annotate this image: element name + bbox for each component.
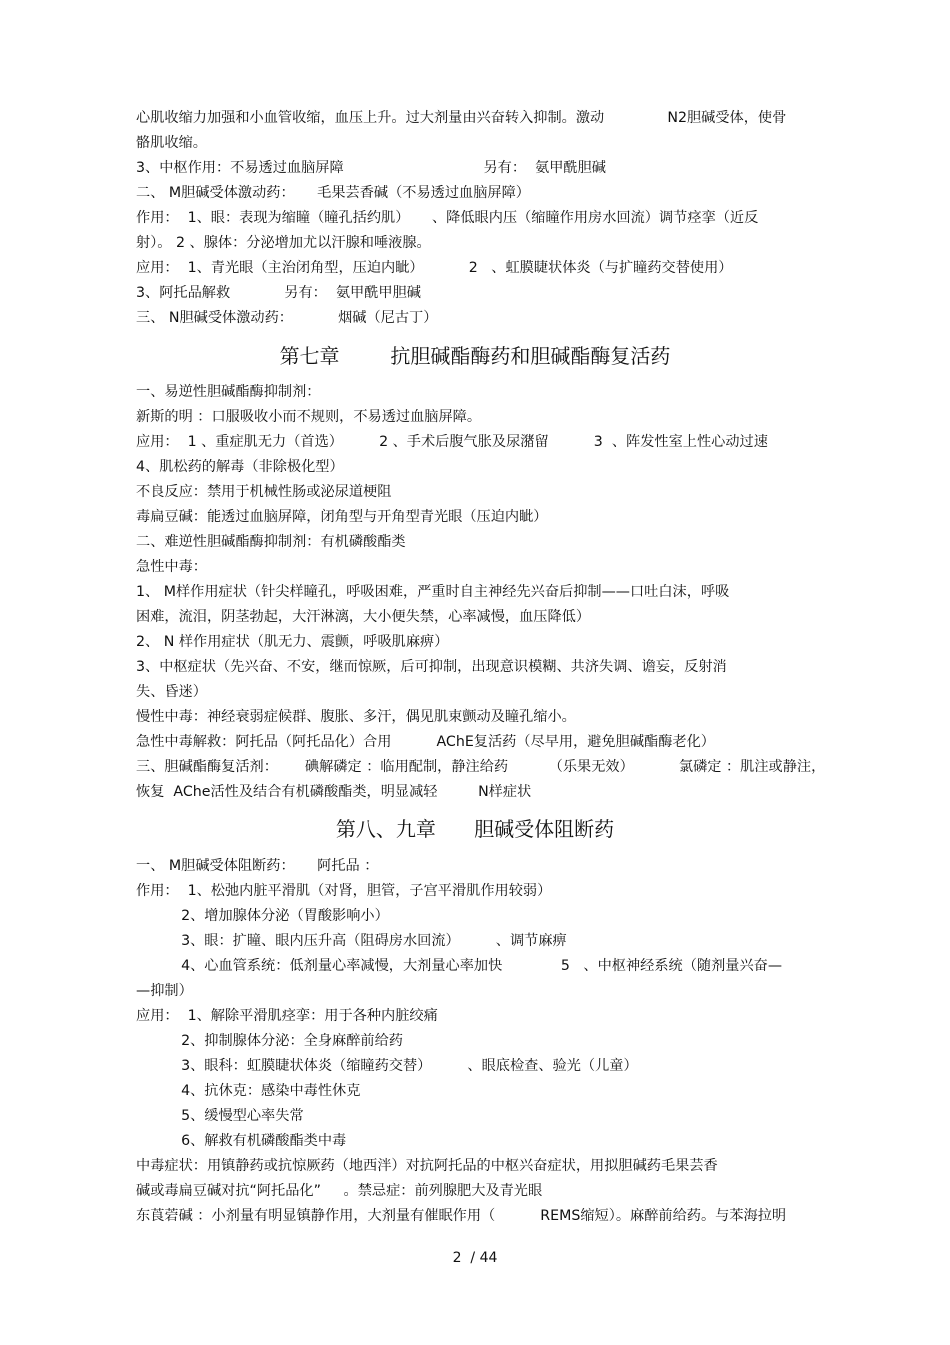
text-line: —抑制）	[136, 983, 193, 999]
text-line: 3、眼科：虹膜睫状体炎（缩瞳药交替） 、眼底检查、验光（儿童）	[136, 1058, 638, 1074]
text-line: 1、 M样作用症状（针尖样瞳孔，呼吸困难，严重时自主神经先兴奋后抑制——口吐白沫，呼吸	[136, 584, 730, 600]
chapter-7-heading: 第七章 抗胆碱酯酶药和胆碱酯酶复活药	[279, 344, 671, 368]
text-line: 急性中毒：	[136, 559, 207, 575]
text-line: 3、中枢症状（先兴奋、不安，继而惊厥，后可抑制，出现意识模糊、共济失调、谵妄，反射消	[136, 659, 727, 675]
text-line: 心肌收缩力加强和小血管收缩，血压上升。过大剂量由兴奋转入抑制。激动 N2胆碱受体，使骨	[136, 110, 787, 126]
text-line: 一、易逆性胆碱酯酶抑制剂：	[136, 384, 321, 400]
chapter-8-9-heading: 第八、九章 胆碱受体阻断药	[335, 817, 615, 841]
text-line: 3、中枢作用：不易透过血脑屏障 另有： 氨甲酰胆碱	[136, 160, 606, 176]
text-line: 不良反应：禁用于机械性肠或泌尿道梗阻	[136, 484, 392, 500]
text-line: 三、 N胆碱受体激动药： 烟碱（尼古丁）	[136, 310, 438, 326]
text-line: 新斯的明 ：口服吸收小而不规则，不易透过血脑屏障。	[136, 409, 482, 425]
text-line: 2、 N 样作用症状（肌无力、震颤，呼吸肌麻痹）	[136, 634, 449, 650]
text-line: 3、眼：扩瞳、眼内压升高（阻碍房水回流） 、调节麻痹	[136, 933, 567, 949]
text-line: 应用： 1、解除平滑肌痉挛：用于各种内脏绞痛	[136, 1008, 438, 1024]
text-line: 毒扁豆碱：能透过血脑屏障，闭角型与开角型青光眼（压迫内眦）	[136, 509, 548, 525]
text-line: 东莨菪碱 ：小剂量有明显镇静作用，大剂量有催眠作用（ REMS缩短）。麻醉前给药。与苯海拉明	[136, 1208, 787, 1224]
text-line: 4、抗休克：感染中毒性休克	[136, 1083, 361, 1099]
text-line: 失、昏迷）	[136, 684, 207, 700]
text-line: 急性中毒解救：阿托品（阿托品化）合用 AChE复活药（尽早用，避免胆碱酯酶老化）	[136, 734, 715, 750]
text-line: 碱或毒扁豆碱对抗“阿托品化” 。禁忌症：前列腺肥大及青光眼	[136, 1183, 543, 1199]
text-line: 作用： 1、眼：表现为缩瞳（瞳孔括约肌） 、降低眼内压（缩瞳作用房水回流）调节痉挛（近反	[136, 210, 759, 226]
text-line: 骼肌收缩。	[136, 135, 207, 151]
text-line: 2、增加腺体分泌（胃酸影响小）	[136, 908, 389, 924]
text-line: 4、心血管系统：低剂量心率减慢，大剂量心率加快 5 、中枢神经系统（随剂量兴奋—	[136, 958, 783, 974]
text-line: 恢复 AChe活性及结合有机磷酸酯类，明显减轻 N样症状	[136, 784, 532, 800]
text-line: 4、肌松药的解毒（非除极化型）	[136, 459, 344, 475]
text-line: 3、阿托品解救 另有： 氨甲酰甲胆碱	[136, 285, 421, 301]
text-line: 二、 M胆碱受体激动药： 毛果芸香碱（不易透过血脑屏障）	[136, 185, 530, 201]
text-line: 三、胆碱酯酶复活剂： 碘解磷定 ：临用配制，静注给药 （乐果无效） 氯磷定 ：肌注或静注，	[136, 759, 826, 775]
text-line: 6、解救有机磷酸酯类中毒	[136, 1133, 347, 1149]
text-line: 应用： 1 、重症肌无力（首选） 2 、手术后腹气胀及尿潴留 3 、阵发性室上性心动过速	[136, 434, 768, 450]
text-line: 二、难逆性胆碱酯酶抑制剂：有机磷酸酯类	[136, 534, 406, 550]
text-line: 作用： 1、松弛内脏平滑肌（对肾，胆管，子宫平滑肌作用较弱）	[136, 883, 552, 899]
text-line: 应用： 1、青光眼（主治闭角型，压迫内眦） 2 、虹膜睫状体炎（与扩瞳药交替使用）	[136, 260, 733, 276]
text-line: 中毒症状：用镇静药或抗惊厥药（地西泮）对抗阿托品的中枢兴奋症状，用拟胆碱药毛果芸香	[136, 1158, 718, 1174]
page-number: 2 / 44	[452, 1250, 498, 1266]
text-line: 一、 M胆碱受体阻断药： 阿托品 ：	[136, 858, 379, 874]
text-line: 5、缓慢型心率失常	[136, 1108, 304, 1124]
text-line: 射）。 2 、腺体：分泌增加尤以汗腺和唾液腺。	[136, 235, 431, 251]
text-line: 困难，流泪，阴茎勃起，大汗淋漓，大小便失禁，心率减慢，血压降低）	[136, 609, 591, 625]
text-line: 2、抑制腺体分泌：全身麻醉前给药	[136, 1033, 403, 1049]
text-line: 慢性中毒：神经衰弱症候群、腹胀、多汗，偶见肌束颤动及瞳孔缩小。	[136, 709, 576, 725]
